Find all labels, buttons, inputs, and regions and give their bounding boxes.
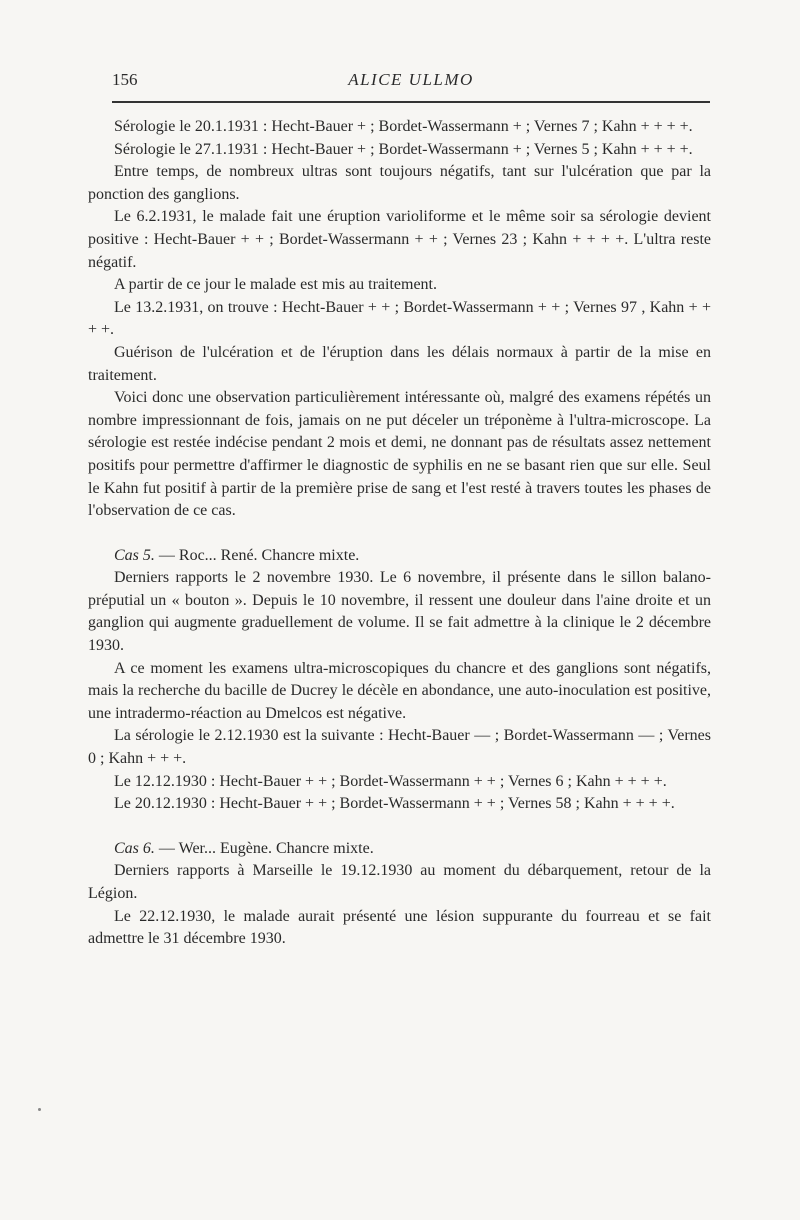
paragraph: Le 20.12.1930 : Hecht-Bauer + + ; Bordet-Wassermann + + ; Vernes 58 ; Kahn + + + +. <box>114 795 675 813</box>
paragraph: A ce moment les examens ultra-microscopiques du chancre et des ganglions sont négatifs, mais la recherche du bacille de Ducrey le décèle en abondance, une auto-inoculation est positive, une intradermo-réaction au Dmelcos est négative. <box>88 659 711 722</box>
paragraph: Le 13.2.1931, on trouve : Hecht-Bauer + + ; Bordet-Wassermann + + ; Vernes 97 , Kahn + + + +. <box>88 298 711 339</box>
paragraph: Voici donc une observation particulièrement intéressante où, malgré des examens répétés un nombre impressionnant de fois, jamais on ne put déceler un tréponème à l'ultra-microscope. La sérologie est restée indécise pendant 2 mois et demi, ne donnant pas de résultats assez nettement positifs pour permettre d'affirmer le diagnostic de syphilis en ne se basant rien que sur elle. Seul le Kahn fut positif à partir de la première prise de sang et l'est resté à travers toutes les phases de l'observation de ce cas. <box>88 389 711 520</box>
paragraph: Derniers rapports le 2 novembre 1930. Le 6 novembre, il présente dans le sillon balano-préputial un « bouton ». Depuis le 10 novembre, il ressent une douleur dans l'aine droite et un ganglion qui augmente graduellement de volume. Il se fait admettre à la clinique le 2 décembre 1930. <box>88 569 711 655</box>
paragraph: Sérologie le 27.1.1931 : Hecht-Bauer + ; Bordet-Wassermann + ; Vernes 5 ; Kahn + + + +. <box>114 140 693 158</box>
print-speck <box>38 1108 41 1111</box>
paragraph: Le 22.12.1930, le malade aurait présenté une lésion suppurante du fourreau et se fait admettre le 31 décembre 1930. <box>88 907 711 948</box>
body-text <box>88 116 711 951</box>
page-number: 156 <box>112 70 138 89</box>
case-label: Cas 6. <box>114 839 155 857</box>
case-heading <box>88 545 711 568</box>
paragraph: Entre temps, de nombreux ultras sont toujours négatifs, tant sur l'ulcération que par la ponction des ganglions. <box>88 163 711 203</box>
paragraph: La sérologie le 2.12.1930 est la suivante : Hecht-Bauer — ; Bordet-Wassermann — ; Vernes 0 ; Kahn + + +. <box>88 727 711 768</box>
header-rule <box>112 101 710 103</box>
paragraph: Guérison de l'ulcération et de l'éruption dans les délais normaux à partir de la mise en traitement. <box>88 343 711 384</box>
case-title: — Wer... Eugène. Chancre mixte. <box>154 839 374 857</box>
running-title: ALICE ULLMO <box>348 70 474 89</box>
paragraph: Le 12.12.1930 : Hecht-Bauer + + ; Bordet-Wassermann + + ; Vernes 6 ; Kahn + + + +. <box>114 772 667 790</box>
paragraph: Le 6.2.1931, le malade fait une éruption varioliforme et le même soir sa sérologie devient positive : Hecht-Bauer + + ; Bordet-Wassermann + + ; Vernes 23 ; Kahn + + + +. L'ultra reste négatif. <box>88 208 711 271</box>
paragraph: Derniers rapports à Marseille le 19.12.1930 au moment du débarquement, retour de la Légion. <box>88 862 711 902</box>
case-label: Cas 5. <box>114 546 155 564</box>
case-heading <box>88 838 711 861</box>
page-header <box>112 68 710 98</box>
paragraph: Sérologie le 20.1.1931 : Hecht-Bauer + ; Bordet-Wassermann + ; Vernes 7 ; Kahn + + + +. <box>114 118 693 135</box>
case-title: — Roc... René. Chancre mixte. <box>154 546 360 564</box>
paragraph: A partir de ce jour le malade est mis au traitement. <box>114 276 437 294</box>
